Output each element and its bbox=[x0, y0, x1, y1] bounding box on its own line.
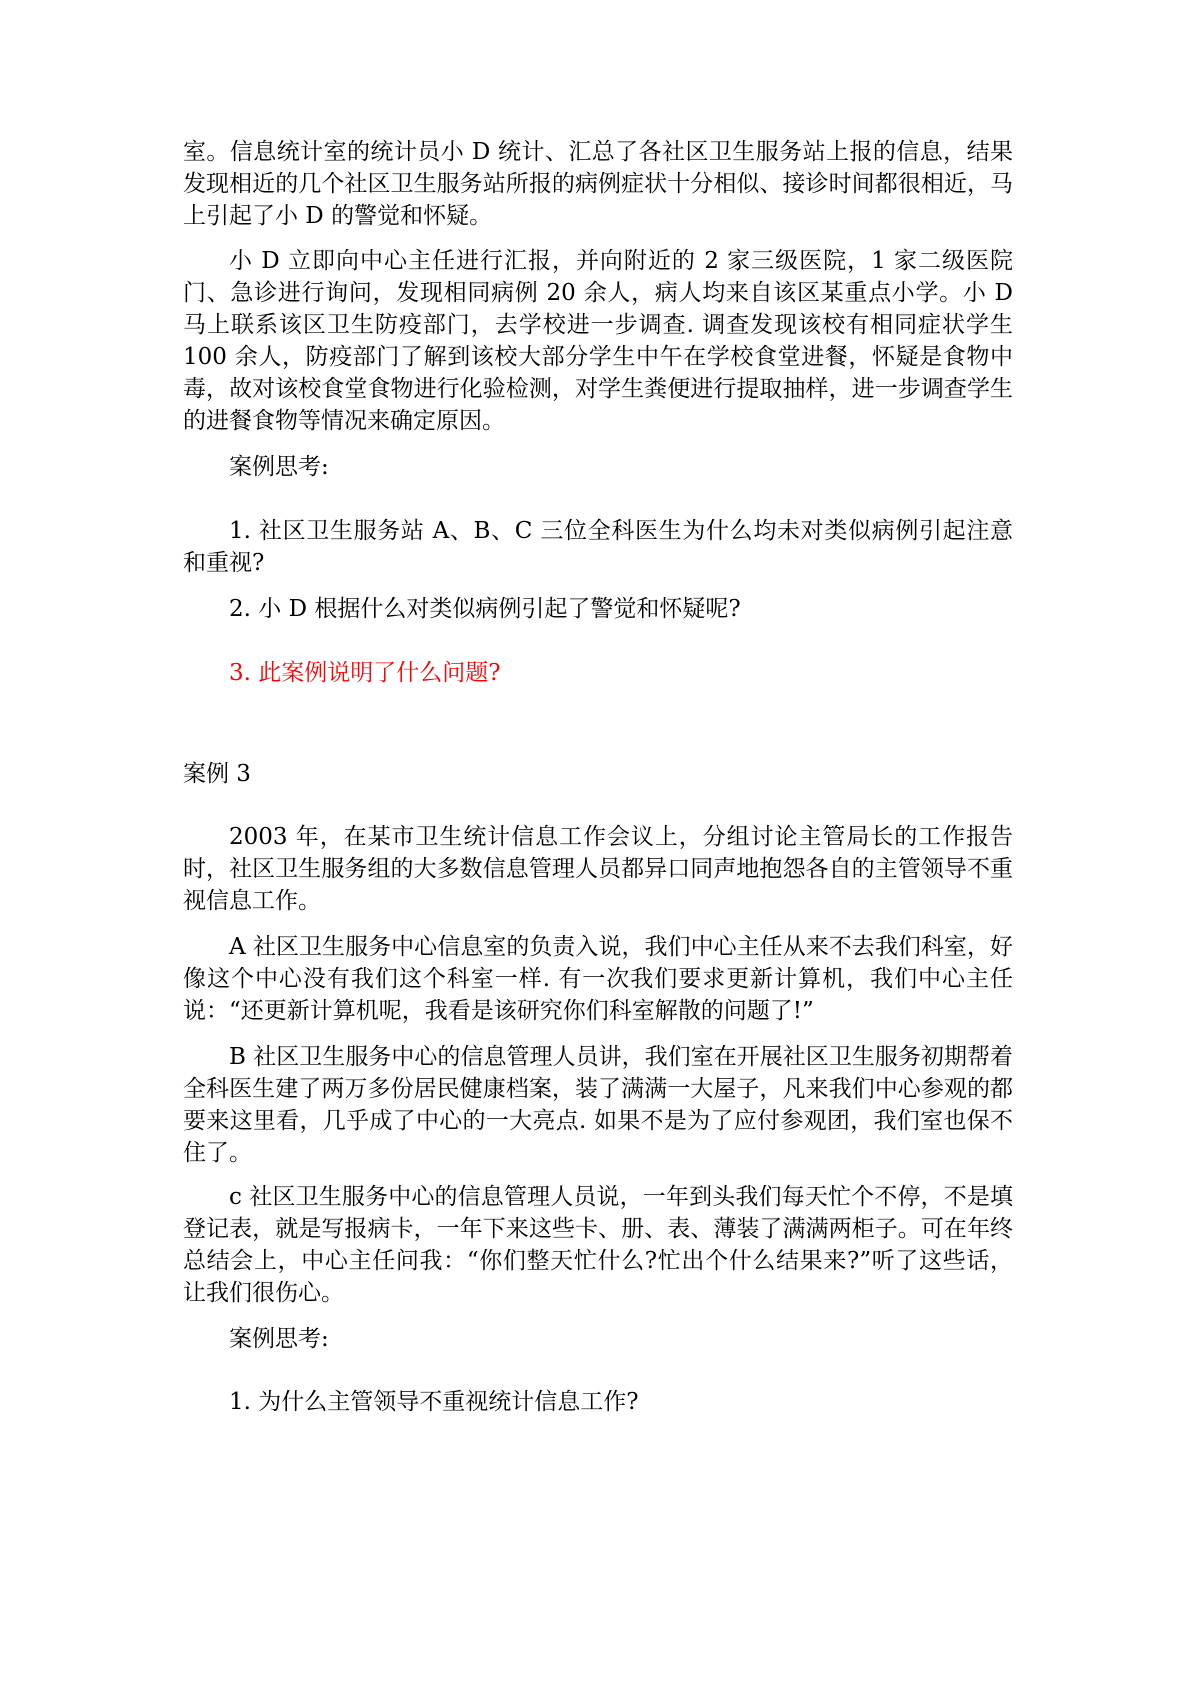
case3-paragraph-2: A 社区卫生服务中心信息室的负责入说，我们中心主任从来不去我们科室，好像这个中心没有我们这个科室一样. 有一次我们要求更新计算机，我们中心主任说：“还更新计算机呢，我看是该研究你们科室解散的问题了!” bbox=[183, 934, 1013, 1024]
case2-question-3: 3. 此案例说明了什么问题? bbox=[229, 660, 501, 686]
case3-question-1: 1. 为什么主管领导不重视统计信息工作? bbox=[229, 1389, 639, 1415]
case3-paragraph-3: B 社区卫生服务中心的信息管理人员讲，我们室在开展社区卫生服务初期帮着全科医生建了两万多份居民健康档案，装了满满一大屋子，凡来我们中心参观的都要来这里看，几乎成了中心的一大亮点. 如果不是为了应付参观团，我们室也保不住了。 bbox=[183, 1044, 1013, 1166]
paragraph-report: 小 D 立即向中心主任进行汇报，并向附近的 2 家三级医院，1 家二级医院门、急诊进行询问，发现相同病例 20 余人，病人均来自该区某重点小学。小 D 马上联系该区卫生防疫部门，去学校进一步调查. 调查发现该校有相同症状学生 100 余人，防疫部门了解到该校大部分学生中午在学校食堂进餐，怀疑是食物中毒，故对该校食堂食物进行化验检测，对学生粪便进行提取抽样，进一步调查学生的进餐食物等情况来确定原因。 bbox=[183, 248, 1013, 434]
case3-paragraph-4: c 社区卫生服务中心的信息管理人员说，一年到头我们每天忙个不停，不是填登记表，就是写报病卡，一年下来这些卡、册、表、薄装了满满两柜子。可在年终总结会上，中心主任问我：“你们整天忙什么?忙出个什么结果来?”听了这些话，让我们很伤心。 bbox=[183, 1184, 1013, 1306]
case3-thinking-label: 案例思考: bbox=[229, 1326, 329, 1352]
case2-question-2: 2. 小 D 根据什么对类似病例引起了警觉和怀疑呢? bbox=[229, 596, 741, 622]
case3-title: 案例 3 bbox=[183, 761, 251, 787]
paragraph-intro: 室。信息统计室的统计员小 D 统计、汇总了各社区卫生服务站上报的信息，结果发现相近的几个社区卫生服务站所报的病例症状十分相似、接诊时间都很相近，马上引起了小 D 的警觉和怀疑。 bbox=[183, 139, 1013, 229]
case3-paragraph-1: 2003 年，在某市卫生统计信息工作会议上，分组讨论主管局长的工作报告时，社区卫生服务组的大多数信息管理人员都异口同声地抱怨各自的主管领导不重视信息工作。 bbox=[183, 824, 1013, 914]
case2-thinking-label: 案例思考: bbox=[229, 454, 329, 480]
case2-question-1: 1. 社区卫生服务站 A、B、C 三位全科医生为什么均未对类似病例引起注意和重视? bbox=[183, 518, 1013, 576]
